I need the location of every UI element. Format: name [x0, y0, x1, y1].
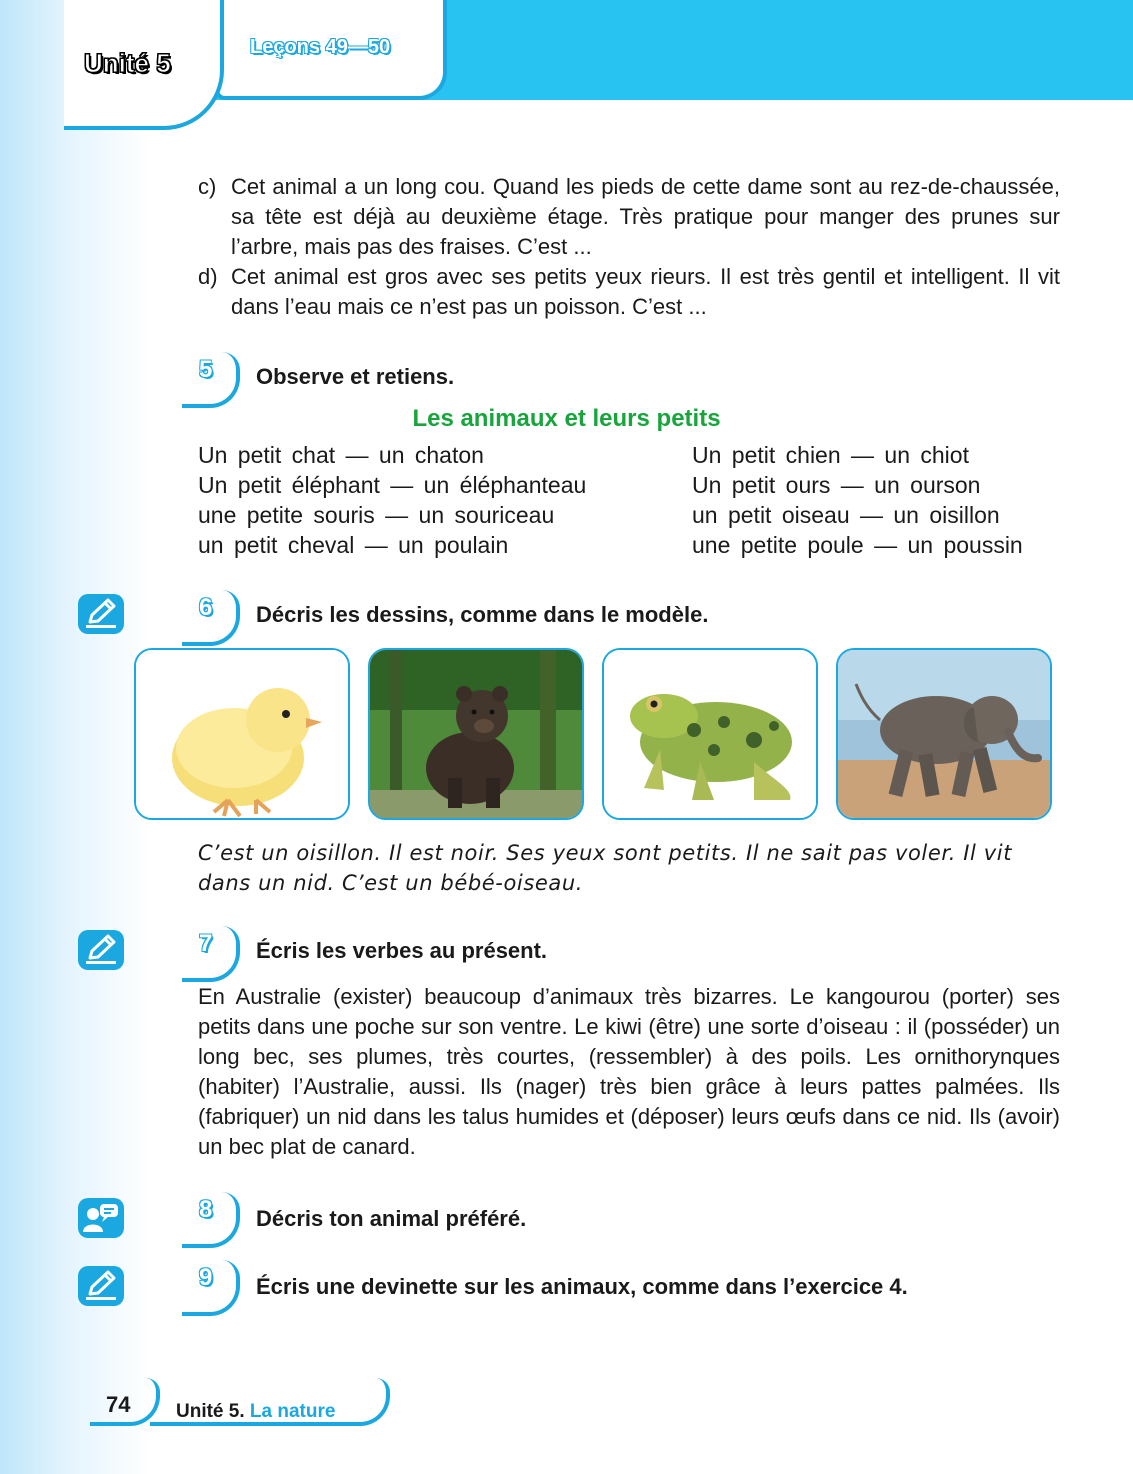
exercise-6-title: Décris les dessins, comme dans le modèle.: [256, 602, 709, 627]
riddles-block: [198, 172, 1060, 322]
left-gradient-band: [0, 0, 150, 1474]
footer-topic: La nature: [249, 1401, 336, 1422]
riddle-text: Cet animal est gros avec ses petits yeux rieurs. Il est très gentil et intelligent. Il vit dans l’eau mais ce n’est pas un poisson. C’est ...: [231, 264, 1060, 319]
riddle-d: [198, 262, 1060, 322]
elephant-calf-photo: [836, 648, 1052, 820]
pair-item: Un petit chien — un chiot: [692, 442, 969, 468]
footer-unit: Unité 5.: [176, 1401, 245, 1422]
exercise-5-title: Observe et retiens.: [256, 364, 455, 389]
riddle-c: [198, 172, 1060, 262]
page-number: 74: [106, 1392, 131, 1417]
pairs-left-column: [198, 440, 586, 560]
riddle-letter: d): [198, 264, 218, 289]
vocabulary-title: Les animaux et leurs petits: [412, 405, 721, 432]
pair-item: un petit oiseau — un oisillon: [692, 502, 1000, 528]
pair-item: un petit cheval — un poulain: [198, 532, 509, 558]
riddle-letter: c): [198, 174, 217, 199]
pair-item: une petite souris — un souriceau: [198, 502, 555, 528]
discussion-icon: [78, 1198, 124, 1238]
exercise-5-number: 5: [182, 352, 242, 408]
footer-unit-title: [176, 1401, 335, 1423]
exercise-8-title: Décris ton animal préféré.: [256, 1206, 527, 1231]
exercise-7-text: En Australie (exister) beaucoup d’animaux très bizarres. Le kangourou (porter) ses petits dans une poche sur son ventre. Le kiwi (être) une sorte d’oiseau : il (posséder) un long bec, ses plumes, très courtes, (ressembler) à des poils. Les ornithorynques (habiter) l’Australie, aussi. Ils (nager) très bien grâce à leurs pattes palmées. Ils (fabriquer) un nid dans les talus humides et (déposer) leurs œufs dans ce nid. Ils (avoir) un bec plat de canard.: [198, 984, 1060, 1159]
exercise-8-number: 8: [182, 1192, 242, 1248]
pairs-right-column: [692, 440, 1023, 560]
pencil-icon: [78, 1266, 124, 1306]
unit-label: Unité 5: [84, 48, 171, 78]
lessons-label: Leçons 49—50: [250, 36, 391, 58]
exercise-7-title: Écris les verbes au présent.: [256, 938, 548, 963]
exercise-9-number: 9: [182, 1260, 242, 1316]
exercise-7-number: 7: [182, 926, 242, 982]
pair-item: Un petit éléphant — un éléphanteau: [198, 472, 587, 498]
exercise-9-title: Écris une devinette sur les animaux, comme dans l’exercice 4.: [256, 1274, 908, 1299]
pair-item: une petite poule — un poussin: [692, 532, 1023, 558]
model-text: C’est un oisillon. Il est noir. Ses yeux sont petits. Il ne sait pas voler. Il vit dans un nid. C’est un bébé-oiseau.: [198, 841, 1013, 895]
pair-item: Un petit ours — un ourson: [692, 472, 981, 498]
frog-photo: [602, 648, 818, 820]
pair-item: Un petit chat — un chaton: [198, 442, 484, 468]
bear-cub-photo: [368, 648, 584, 820]
riddle-text: Cet animal a un long cou. Quand les pieds de cette dame sont au rez-de-chaussée, sa tête est déjà au deuxième étage. Très pratique pour manger des prunes sur l’arbre, mais pas des fraises. C’est ...: [231, 174, 1060, 259]
pencil-icon: [78, 594, 124, 634]
chick-photo: [134, 648, 350, 820]
exercise-6-number: 6: [182, 590, 242, 646]
pencil-icon: [78, 930, 124, 970]
